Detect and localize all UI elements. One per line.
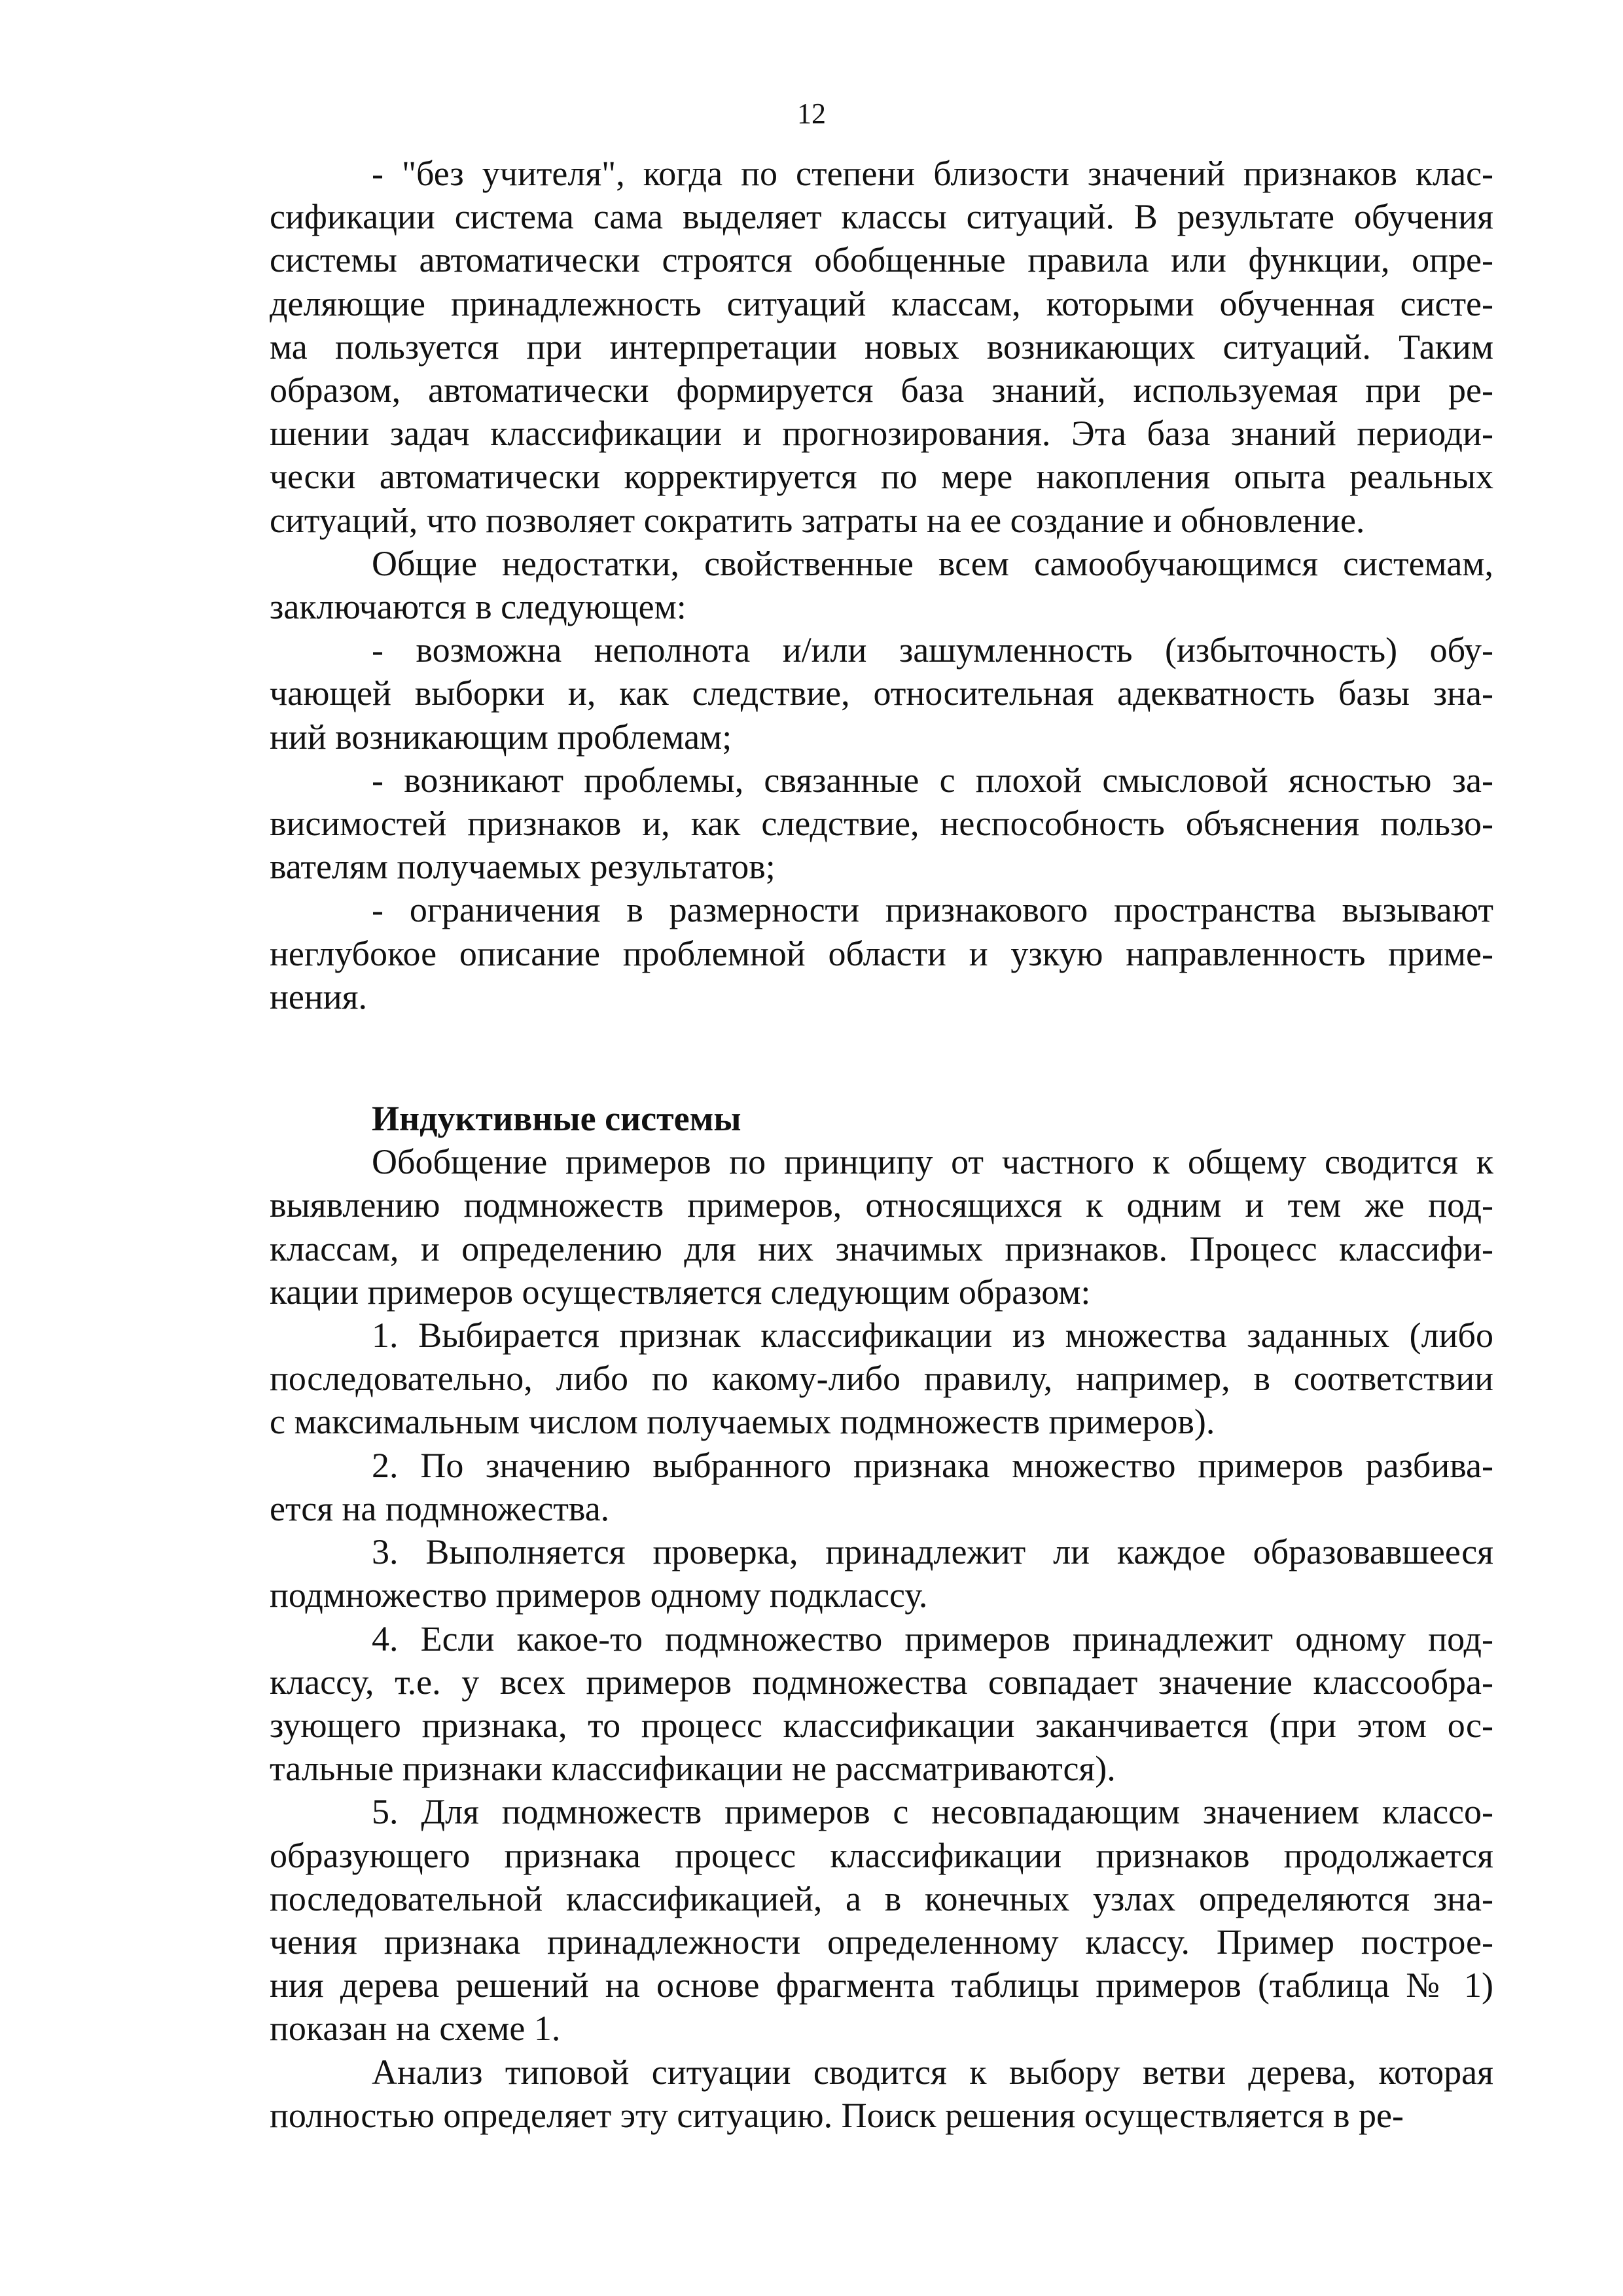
text-line: ется на подмножества. <box>270 1488 610 1528</box>
text-line: с максимальным числом получаемых подмножеств примеров). <box>270 1402 1215 1442</box>
text-line: заключаются в следующем: <box>270 587 687 627</box>
text-line: нения. <box>270 977 368 1016</box>
text-line: чески автоматически корректируется по мере накопления опыта реальных <box>270 457 1493 497</box>
text-line: деляющие принадлежность ситуаций классам, которыми обученная систе- <box>270 283 1493 323</box>
text-line: - возможна неполнота и/или зашумленность (избыточность) обу- <box>372 630 1493 670</box>
text-line: ний возникающим проблемам; <box>270 717 732 757</box>
text-line: ситуаций, что позволяет сократить затраты на ее создание и обновление. <box>270 500 1365 540</box>
paragraph <box>270 1314 1493 1444</box>
paragraph <box>270 152 1493 542</box>
paragraph <box>270 1617 1493 1791</box>
text-line: вателям получаемых результатов; <box>270 847 776 887</box>
text-line: классу, т.е. у всех примеров подмножества совпадает значение классообра- <box>270 1662 1493 1702</box>
text-line: ния дерева решений на основе фрагмента таблицы примеров (таблица № 1) <box>270 1965 1493 2005</box>
text-line: Анализ типовой ситуации сводится к выбору ветви дерева, которая <box>372 2052 1493 2092</box>
text-line: шении задач классификации и прогнозирования. Эта база знаний периоди- <box>270 414 1493 454</box>
text-line: 5. Для подмножеств примеров с несовпадающим значением классо- <box>372 1792 1493 1832</box>
text-line: ма пользуется при интерпретации новых возникающих ситуаций. Таким <box>270 327 1493 367</box>
text-line: последовательной классификацией, а в конечных узлах определяются зна- <box>270 1878 1493 1918</box>
text-line: 3. Выполняется проверка, принадлежит ли каждое образовавшееся <box>372 1532 1493 1572</box>
text-line: образом, автоматически формируется база знаний, используемая при ре- <box>270 370 1493 410</box>
text-line: классам, и определению для них значимых признаков. Процесс классифи- <box>270 1229 1493 1268</box>
text-line: чающей выборки и, как следствие, относительная адекватность базы зна- <box>270 673 1493 713</box>
text-line: - возникают проблемы, связанные с плохой смысловой ясностью за- <box>372 760 1493 800</box>
text-line: 2. По значению выбранного признака множество примеров разбива- <box>372 1445 1493 1485</box>
paragraph <box>270 542 1493 628</box>
paragraph <box>270 888 1493 1018</box>
paragraph <box>270 628 1493 759</box>
text-line: полностью определяет эту ситуацию. Поиск решения осуществляется в ре- <box>270 2095 1404 2135</box>
section-after-heading <box>270 1140 1493 2137</box>
text-line: образующего признака процесс классификации признаков продолжается <box>270 1835 1493 1875</box>
section-before-heading <box>270 152 1493 1018</box>
text-line: подмножество примеров одному подклассу. <box>270 1575 928 1615</box>
paragraph <box>270 1140 1493 1314</box>
text-line: зующего признака, то процесс классификации заканчивается (при этом ос- <box>270 1705 1493 1745</box>
text-line: - "без учителя", когда по степени близости значений признаков клас- <box>372 154 1493 193</box>
text-line: чения признака принадлежности определенному классу. Пример построе- <box>270 1922 1493 1962</box>
text-line: системы автоматически строятся обобщенные правила или функции, опре- <box>270 240 1493 280</box>
text-line: неглубокое описание проблемной области и узкую направленность приме- <box>270 933 1493 973</box>
body-text <box>270 152 1493 2137</box>
page-number: 12 <box>797 98 826 130</box>
text-line: - ограничения в размерности признакового пространства вызывают <box>372 890 1493 930</box>
paragraph <box>270 2051 1493 2137</box>
text-line: выявлению подмножеств примеров, относящихся к одним и тем же под- <box>270 1185 1493 1225</box>
text-line: 4. Если какое-то подмножество примеров принадлежит одному под- <box>372 1619 1493 1659</box>
text-line: показан на схеме 1. <box>270 2009 561 2049</box>
paragraph <box>270 759 1493 889</box>
text-line: последовательно, либо по какому-либо правилу, например, в соответствии <box>270 1359 1493 1399</box>
text-line: кации примеров осуществляется следующим образом: <box>270 1272 1091 1312</box>
text-line: тальные признаки классификации не рассматриваются). <box>270 1749 1116 1789</box>
text-line: сификации система сама выделяет классы ситуаций. В результате обучения <box>270 197 1493 237</box>
section-heading: Индуктивные системы <box>372 1099 741 1139</box>
text-line: висимостей признаков и, как следствие, неспособность объяснения пользо- <box>270 804 1493 844</box>
paragraph <box>270 1530 1493 1617</box>
paragraph <box>270 1444 1493 1530</box>
text-line: Обобщение примеров по принципу от частного к общему сводится к <box>372 1142 1493 1182</box>
text-line: 1. Выбирается признак классификации из множества заданных (либо <box>372 1316 1493 1355</box>
text-line: Общие недостатки, свойственные всем самообучающимся системам, <box>372 543 1493 583</box>
paragraph <box>270 1790 1493 2050</box>
